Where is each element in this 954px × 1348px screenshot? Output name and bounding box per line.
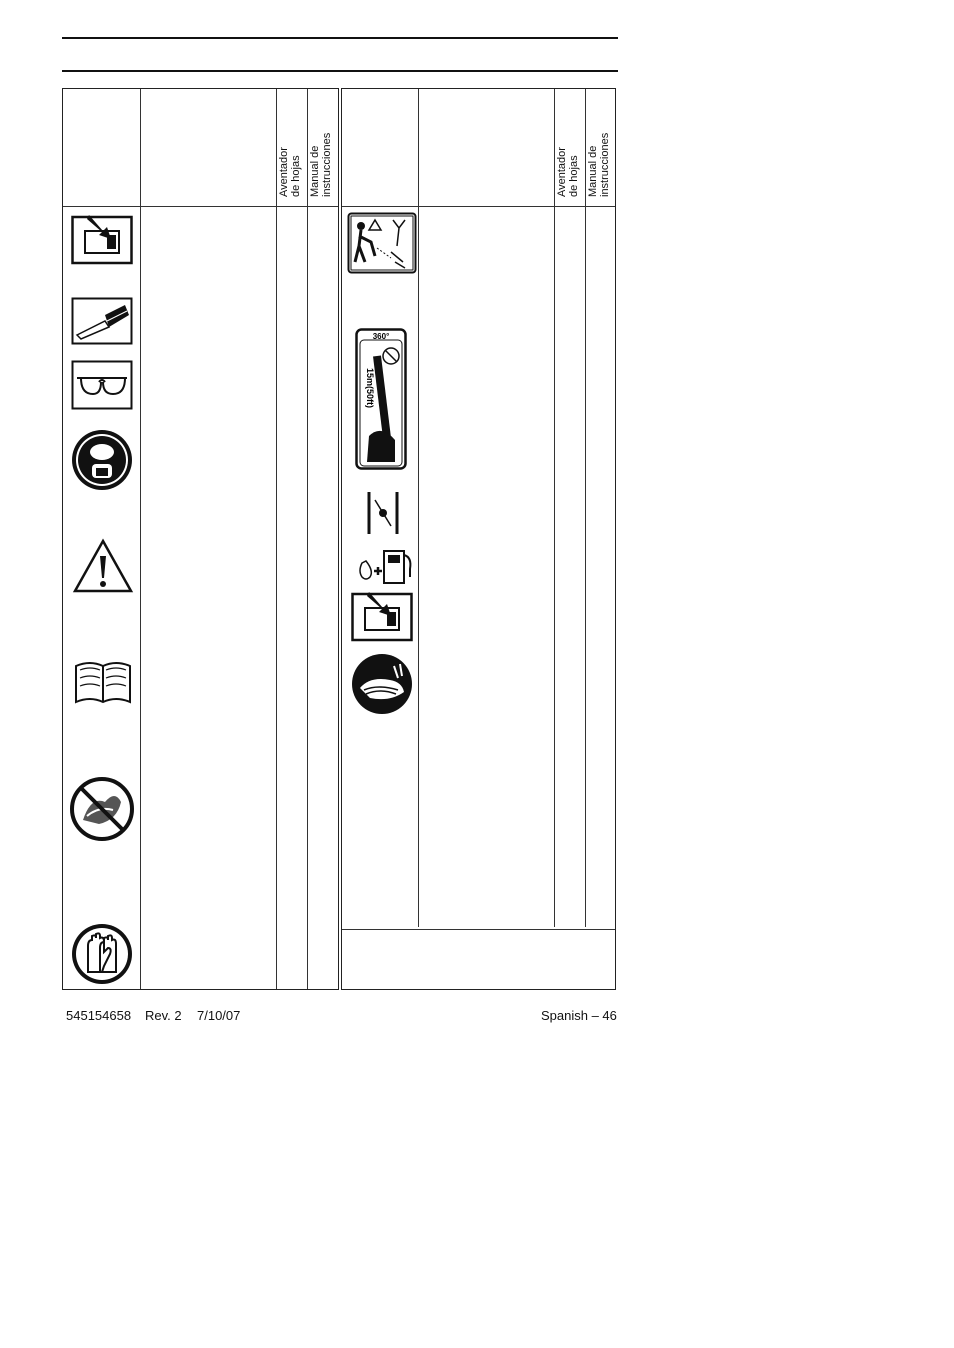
no-burning-leaves-icon	[69, 776, 135, 842]
switch-off-icon	[351, 590, 413, 642]
hot-surface-icon	[350, 652, 414, 716]
revision: Rev. 2	[145, 1008, 182, 1023]
fuel-mix-icon	[354, 545, 414, 585]
column-header-manual: Manual de instrucciones	[309, 132, 333, 197]
switch-off-icon	[71, 213, 133, 265]
respirator-mask-icon	[70, 428, 134, 492]
document-number: 545154658	[66, 1008, 132, 1023]
instruction-book-icon	[72, 658, 134, 706]
column-header-manual: Manual de instrucciones	[587, 132, 611, 197]
bystander-warning-icon	[347, 212, 417, 274]
gloves-icon	[70, 922, 134, 986]
safety-glasses-icon	[71, 360, 133, 410]
brush-icon	[71, 297, 133, 345]
revision-date: 7/10/07	[197, 1008, 241, 1023]
page-number: Spanish – 46	[541, 1008, 617, 1023]
choke-icon	[365, 490, 401, 536]
safety-distance-360-icon	[355, 328, 407, 470]
decal-distance-text: 15m(50ft)	[365, 368, 375, 409]
column-header-leaf-blower: Aventador de hojas	[556, 147, 580, 197]
warning-triangle-icon	[72, 538, 134, 594]
second-rule	[62, 70, 618, 72]
column-header-leaf-blower: Aventador de hojas	[278, 147, 302, 197]
decal-degrees-text: 360°	[372, 332, 390, 341]
top-rule	[62, 37, 618, 39]
